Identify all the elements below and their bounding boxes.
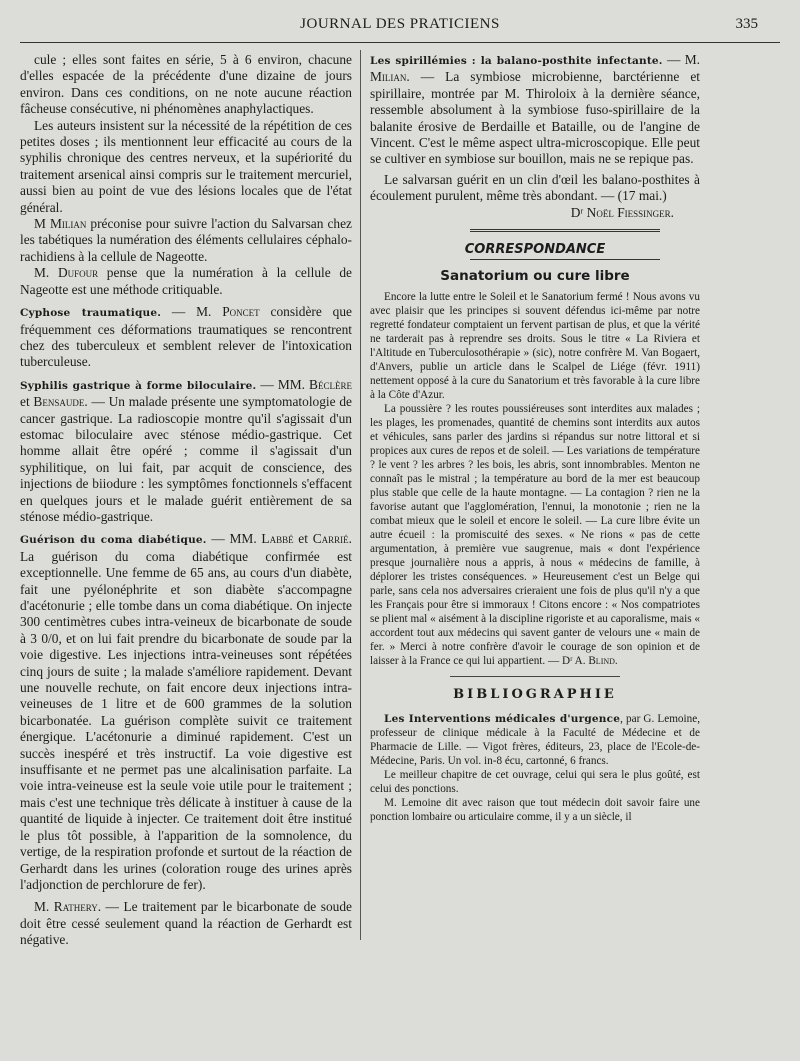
spirillemies-section <box>370 52 700 221</box>
author-name: M. Rathery <box>34 899 98 915</box>
dash: — M. <box>161 304 223 320</box>
paragraph: cule ; elles sont faites en série, 5 à 6 environ, chacune d'elles espacée de la précédente d'une dizaine de jours environ. Dans ces conditions, on ne note aucune réaction fâcheuse consécutive, ni phénomènes anaphylactiques. <box>20 52 352 117</box>
author-name: Poncet <box>222 304 260 320</box>
section-cyphose <box>20 304 352 371</box>
section-heading-correspondance: CORRESPONDANCE <box>464 242 606 258</box>
running-title: JOURNAL DES PRATICIENS <box>300 16 500 32</box>
signature: Dʳ A. Blind. <box>561 655 618 668</box>
article-title: Sanatorium ou cure libre <box>440 268 630 285</box>
paragraph: Le salvarsan guérit en un clin d'œil les balano-posthites à écoulement purulent, même très abondant. — (17 mai.) <box>370 171 700 204</box>
paragraph <box>20 899 352 948</box>
signature: Dʳ Noël Fiessinger. <box>570 204 674 220</box>
entry-text: , par G. Lemoine, professeur de clinique médicale à la Faculté de Médecine et de Pharmacie de Lille. — Vigot frères, éditeurs, 23, place de l'Ecole-de-Médecine, Paris. Un vol. in-8 écu, cartonné, 6 francs. <box>370 713 700 768</box>
paragraph: M. Lemoine dit avec raison que tout médecin doit savoir faire une ponction lombaire ou articulaire comme, il y a un siècle, il <box>370 797 700 824</box>
author-name: Milian <box>370 69 407 85</box>
page-number: 335 <box>735 16 758 32</box>
section-heading-bibliographie: BIBLIOGRAPHIE <box>453 687 617 703</box>
author-name: M. Dufour <box>34 265 99 281</box>
correspondance-body <box>370 290 700 824</box>
section-text: . — La symbiose microbienne, barctérienne et spirillaire, montrée par M. Thiroloix à la dernière séance, ressemble absolument à la symbiose fuso-spirillaire de la balanite érosive de Berdaille et Bataille, ou de l'angine de Vincent. C'est le même aspect ultra-microscopique. Elle peut se cultiver en symbiose sur bouillon, mais ne se repique pas. <box>370 69 700 167</box>
author-name: Bensaude <box>33 394 85 410</box>
dash: — MM. <box>206 531 262 547</box>
section-lead: Cyphose traumatique. <box>20 307 162 320</box>
page-header <box>20 16 780 40</box>
paragraph-text: pense que la numération à la cellule de Nageotte est une méthode critiquable. <box>20 265 353 297</box>
section-text: considère que fréquemment ces déformations traumatiques se rencontrent chez des tuberculeux et semblent relever de l'intoxication tuberculeuse. <box>20 304 352 370</box>
conjunction: et <box>293 531 313 547</box>
author-name: M Milian <box>34 216 87 232</box>
right-column <box>370 52 700 824</box>
section-lead: Les spirillémies : la balano-posthite infectante. <box>370 55 663 67</box>
paragraph-text: La poussière ? les routes poussiéreuses sont interdites aux malades ; les plages, les promenades, quantité de chemins sont interdits aux autos et véhicules, sans parler des jardins si répandus sur notre littoral et si propices aux cures de repos et de soleil. — Les variations de température ? le vent ? les arbres ? les bois, les abris, sont innombrables. Menton ne connaît pas le mistral ; la température au bord de la mer est beaucoup plus stable que celle de la haute montagne. — La contagion ? rien ne la favorise autant que l'agglomération, l'ennui, la monotonie ; rien ne la combat mieux que le soleil et encore le soleil. — La cure libre évite un autre écueil : la promiscuité des sexes. « Ne rions « pas de cette argumentation, à première vue saugrenue, mais « dont l'expérience presque journalière nous a appris, à nous « médecins de famille, à déplorer les tristes conséquences. » Heureusement c'est un Belge qui parle, sans cela nos adversaires crieraient une fois de plus qu'il n'y a que les Français pour être si immoraux ! Citons encore : « Nos compatriotes se plient mal « aisément à la discipline rigoriste et au caporalisme, mais « accordent tout aux médecins qui savent ganter de velours une « main de fer. » Merci à notre confrère d'avoir le courage de son opinion et de laisser à la France ce qui lui appartient. — <box>370 403 700 668</box>
section-text: . La guérison du coma diabétique confirmée est exceptionnelle. Une femme de 65 ans, au cours d'un diabète, fait une pyélonéphrite et son diabète s'accompagne d'acétonurie ; elle tombe dans un coma diabétique. On injecte 300 centimètres cubes intra-veineux de bicarbonate de soude à 3 0/0, et on lui fait prendre du bicarbonate de soude par la voie digestive. Les injections intra-veineuses sont répétées cinq jours de suite ; la malade s'améliore rapidement. Devant une nouvelle rechute, on fait encore deux injections intra-veineuses de 1 litre et de 600 grammes de la solution bicarbonatée. La guérison complète suivit ce traitement énergique. L'acétonurie a diminué rapidement. C'est un succès inespéré et très instructif. La voie digestive est insuffisante et ne permet pas une alcalinisation parfaite. La voie intra-veineuse est la seule voie utile pour le traitement ; mais c'est une technique très délicate à instituer à cause de la quantité de liquide à injecter. Ce traitement doit être institué le plus tôt possible, à l'apparition de la somnolence, du vertige, de la respiration profonde et surtout de la réaction de Gerhardt dans les urines (coloration rouge des urines après l'adjonction de perchlorure de fer). <box>20 531 352 892</box>
section-syphilis <box>20 377 352 526</box>
section-text: . — Un malade présente une symptomatologie de cancer gastrique. La radioscopie montre qu'il s'agissait d'un estomac biloculaire avec sténose médio-gastrique. Cet homme allait être opéré ; comme il s'agissait d'un syphilitique, on lui fait, par acquit de conscience, des injections de biiodure : les symptômes fonctionnels s'effacent en quelques jours et le malade guérit entièrement de sa sténose médio-gastrique. <box>20 394 352 524</box>
book-title: Les Interventions médicales d'urgence <box>384 713 621 726</box>
rule <box>470 259 660 260</box>
author-name: Béclère <box>309 376 352 392</box>
paragraph-text: préconise pour suivre l'action du Salvarsan chez les tabétiques la numération des éléments cellulaires céphalo-rachidiens à la cellule de Nageotte. <box>20 216 352 264</box>
conjunction: et <box>20 394 34 410</box>
author-name: Labbé <box>261 531 294 547</box>
bibliography-entry <box>370 712 700 768</box>
double-rule <box>470 229 660 236</box>
section-spirillemies <box>370 52 700 168</box>
section-lead: Guérison du coma diabétique. <box>20 534 207 547</box>
rule <box>450 676 620 677</box>
paragraph <box>370 402 700 668</box>
left-column <box>20 52 352 949</box>
paragraph-text: . — Le traitement par le bicarbonate de soude doit être cessé seulement quand la réaction de Gerhardt est négative. <box>20 899 352 948</box>
paragraph: Le meilleur chapitre de cet ouvrage, celui qui sera le plus goûté, est celui des ponctions. <box>370 769 700 796</box>
column-divider <box>360 50 361 940</box>
header-rule <box>20 42 780 43</box>
paragraph <box>20 216 352 265</box>
paragraph: Les auteurs insistent sur la nécessité de la répétition de ces petites doses ; ils mentionnent leur efficacité au cours de la syphilis chronique des centres nerveux, et la supériorité du traitement arsenical ainsi compris sur le traitement mercuriel, aussi bien au point de vue des lésions locales que de l'état général. <box>20 117 352 215</box>
paragraph: Encore la lutte entre le Soleil et le Sanatorium fermé ! Nous avons vu avec plaisir que les principes si souvent défendus ici-même par notre regretté fondateur comptaient un fervent partisan de plus, et que la vérité ne tarderait pas à reprendre ses droits. Sous le titre « La Riviera et l'Altitude en Tuberculosothérapie » (sic), notre confrère M. Van Bogaert, d'Anvers, publie un article dans le Scalpel de Liége (févr. 1911) nettement opposé à la cure du Sanatorium et très favorable à la cure libre à la Côte d'Azur. <box>370 291 700 402</box>
section-coma <box>20 531 352 893</box>
dash: — MM. <box>256 376 310 392</box>
paragraph <box>20 265 352 298</box>
section-lead: Syphilis gastrique à forme biloculaire. <box>20 379 257 392</box>
dash: — M. <box>662 52 700 67</box>
author-name: Carrié <box>312 531 349 547</box>
